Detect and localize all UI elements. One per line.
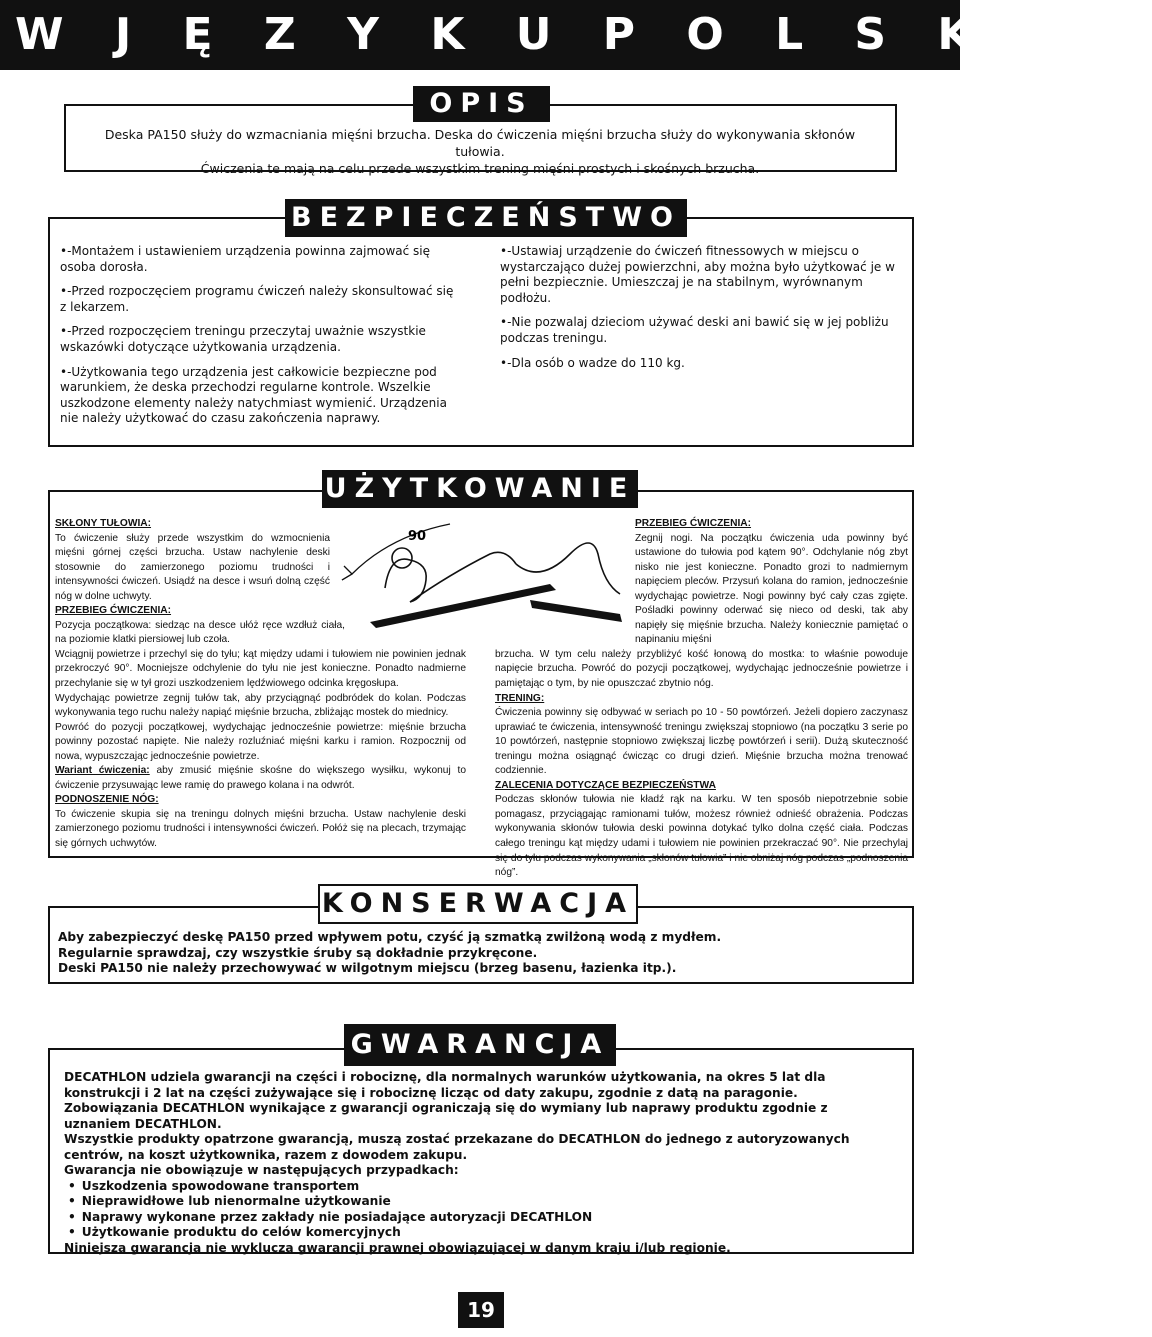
variant-paragraph bbox=[55, 764, 466, 793]
exercise-course-text-b: Wciągnij powietrze i przechyl się do tyłu; kąt między udami i tułowiem nie powinien jednak przekroczyć 90°. Mocniejsze odchylenie do tyłu nie jest konieczne. Ponadto nadmierne przechylanie się w tył grozi uszkodzeniem lędźwiowego odcinka kręgosłupa. bbox=[55, 648, 466, 690]
safety-tips-text: Podczas skłonów tułowia nie kładź rąk na karku. W ten sposób niepotrzebnie sobie pomagasz, przyciągając ramionami tułów, możesz również odnieść obrażenia. Podczas wykonywania skłonów tułowia deski powinna dotykać tylko dolna część ciała. Podczas całego treningu kąt między udami i tułowiem nie powinien przekraczać 90°. Nie przechylaj się do tyłu podczas wykonywania „skłonów tułowia” i nie obniżaj nóg podczas „podnoszenia nóg”. bbox=[495, 794, 908, 879]
training-text: Ćwiczenia powinny się odbywać w seriach po 10 - 50 powtórzeń. Jeżeli dopiero zaczynasz uprawiać te ćwiczenia, intensywność treningu zwiększaj stopniowo (na początku 3 serie po 10 powtórzeń, następnie stopniowo zwiększaj liczbę powtórzeń i serii). Dużą skuteczność treningu można osiągnąć ćwicząc co drugi dzień. Mięśnie brzucha można trenować codziennie. bbox=[495, 707, 908, 777]
safety-right-column bbox=[500, 244, 898, 380]
leg-raise-text: To ćwiczenie skupia się na treningu dolnych mięśni brzucha. Ustaw nachylenie deski zamierzonego poziomu trudności i intensywności ćwiczeń. Połóż się na plecach, trzymając się górnych uchwytów. bbox=[55, 808, 466, 850]
opis-text bbox=[80, 126, 880, 177]
safety-left-3: •-Przed rozpoczęciem treningu przeczytaj uważnie wszystkie wskazówki dotyczące użytkowania urządzenia. bbox=[60, 324, 426, 354]
language-banner: W J Ę Z Y K U P O L S K I M bbox=[0, 0, 960, 70]
leg-raise-heading: PODNOSZENIE NÓG: bbox=[55, 794, 159, 806]
exclusion-item: • Uszkodzenia spowodowane transportem bbox=[80, 1179, 896, 1195]
gwarancja-header: GWARANCJA bbox=[344, 1024, 616, 1066]
usage-header: UŻYTKOWANIE bbox=[322, 470, 638, 508]
variant-text: aby zmusić mięśnie skośne do większego wysiłku, wykonuj to ćwiczenie przysuwając lewe ramię do prawego kolana i na odwrót. bbox=[55, 765, 466, 791]
sit-up-heading: SKŁONY TUŁOWIA: bbox=[55, 518, 152, 529]
gwarancja-p4: Niniejsza gwarancja nie wyklucza gwarancji prawnej obowiązującej w danym kraju i/lub regionie. bbox=[64, 1240, 731, 1255]
variant-heading: Wariant ćwiczenia: bbox=[55, 765, 150, 777]
gwarancja-text bbox=[64, 1070, 896, 1256]
exercise-course-text-a: Pozycja początkowa: siedząc na desce ułóż ręce wzdłuż ciała, na poziomie klatki piersiowej lub czoła. bbox=[55, 619, 345, 646]
right-course-text-a: Zegnij nogi. Na początku ćwiczenia uda powinny być ustawione do tułowia pod kątem 90°. Odchylanie nóg zbyt nisko nie jest konieczne. Ponadto grozi to nadmiernym napięciem pleców. Przysuń kolana do ramion, jednocześnie wydychając powietrze. Nogi powinny być cały czas zgięte. Pośladki powinny oderwać się nieco od deski, tak aby napięły się mięśnie brzucha. Należy koniecznie pamiętać o napinaniu mięśni bbox=[635, 532, 908, 646]
safety-header: BEZPIECZEŃSTWO bbox=[285, 199, 687, 237]
safety-right-2: •-Nie pozwalaj dzieciom używać deski ani bawić się w jej pobliżu podczas treningu. bbox=[500, 315, 889, 345]
exclusion-item: • Nieprawidłowe lub nienormalne użytkowanie bbox=[80, 1194, 896, 1210]
exclusion-item: • Użytkowanie produktu do celów komercyjnych bbox=[80, 1225, 896, 1241]
opis-header: OPIS bbox=[413, 86, 550, 122]
right-course-heading: PRZEBIEG ĆWICZENIA: bbox=[635, 518, 752, 529]
exclusion-item: • Naprawy wykonane przez zakłady nie posiadające autoryzacji DECATHLON bbox=[80, 1210, 896, 1226]
exercise-course-heading: PRZEBIEG ĆWICZENIA: bbox=[55, 605, 172, 617]
right-course-text-b: brzucha. W tym celu należy przybliżyć kość łonową do mostka: to właśnie powoduje napięcie brzucha. Powróć do pozycji początkowej, wydychając jednocześnie powietrze i pamiętając o tym, by nie opuszczać zbytnio nóg. bbox=[495, 648, 908, 690]
opis-line-1: Deska PA150 służy do wzmacniania mięśni brzucha. Deska do ćwiczenia mięśni brzucha służy do wykonywania skłonów tułowia. bbox=[104, 127, 856, 159]
safety-left-4: •-Użytkowania tego urządzenia jest całkowicie bezpieczne pod warunkiem, że deska przechodzi regularne kontrole. Wszelkie uszkodzone elementy należy natychmiast wymienić. Urządzenia nie należy użytkować do czasu zakończenia naprawy. bbox=[60, 364, 447, 426]
konserwacja-line-1: Aby zabezpieczyć deskę PA150 przed wpływem potu, czyść ją szmatką zwilżoną wodą z mydłem. bbox=[58, 930, 722, 944]
exclusions-list bbox=[64, 1179, 896, 1241]
safety-left-1: •-Montażem i ustawieniem urządzenia powinna zajmować się osoba dorosła. bbox=[60, 244, 431, 274]
sit-up-text: To ćwiczenie służy przede wszystkim do wzmocnienia mięśni górnej części brzucha. Ustaw nachylenie deski stosownie do zamierzonego poziomu trudności i intensywności ćwiczeń. Usiądź na desce i wsuń dolną część nóg w dolne uchwyty. bbox=[55, 532, 330, 602]
usage-right-column bbox=[495, 517, 908, 881]
konserwacja-header: KONSERWACJA bbox=[318, 884, 638, 924]
konserwacja-line-2: Regularnie sprawdzaj, czy wszystkie śruby są dokładnie przykręcone. bbox=[58, 945, 538, 960]
safety-left-2: •-Przed rozpoczęciem programu ćwiczeń należy skonsultować się z lekarzem. bbox=[60, 284, 454, 314]
usage-left-column bbox=[55, 517, 466, 852]
opis-line-2: Ćwiczenia te mają na celu przede wszystkim trening mięśni prostych i skośnych brzucha. bbox=[200, 161, 760, 176]
training-heading: TRENING: bbox=[495, 692, 545, 704]
safety-left-column bbox=[60, 244, 460, 436]
konserwacja-text bbox=[58, 930, 898, 977]
safety-right-1: •-Ustawiaj urządzenie do ćwiczeń fitnessowych w miejscu o wystarczająco dużej powierzchni, aby można było użytkować je w pełni bezpiecznie. Umieszczaj je na stabilnym, wyrównanym podłożu. bbox=[500, 244, 895, 305]
exercise-course-text-c: Wydychając powietrze zegnij tułów tak, aby przyciągnąć podbródek do kolan. Podczas wykonywania tego ruchu należy napiąć mięśnie brzucha, zbliżając mostek do miednicy. bbox=[55, 692, 466, 719]
safety-right-3: •-Dla osób o wadze do 110 kg. bbox=[500, 355, 685, 370]
page-number: 19 bbox=[458, 1292, 504, 1328]
gwarancja-p2: Wszystkie produkty opatrzone gwarancją, muszą zostać przekazane do DECATHLON do jednego z autoryzowanych centrów, na koszt użytkownika, razem z dowodem zakupu. bbox=[64, 1132, 850, 1162]
gwarancja-p3: Gwarancja nie obowiązuje w następujących przypadkach: bbox=[64, 1163, 459, 1177]
konserwacja-line-3: Deski PA150 nie należy przechowywać w wilgotnym miejscu (brzeg basenu, łazienka itp.). bbox=[58, 961, 677, 975]
exercise-course-text-d: Powróć do pozycji początkowej, wydychając jednocześnie powietrze: mięśnie brzucha powinny pozostać napięte. Nie należy rozluźniać mięśni karku i ramion. Rozpocznij od nowa, wypuszczając jednocześnie powietrze. bbox=[55, 721, 466, 762]
angle-label: 90 bbox=[408, 529, 427, 544]
gwarancja-p1: DECATHLON udziela gwarancji na części i robociznę, dla normalnych warunków użytkowania, na okres 5 lat dla konstrukcji i 2 lat na części zużywające się i robociznę licząc od daty zakupu, zgodnie z datą na paragonie. Zobowiązania DECATHLON wynikające z gwarancji ograniczają się do wymiany lub naprawy produktu zgodnie z uznaniem DECATHLON. bbox=[64, 1070, 828, 1131]
safety-tips-heading: ZALECENIA DOTYCZĄCE BEZPIECZEŃSTWA bbox=[495, 779, 716, 791]
